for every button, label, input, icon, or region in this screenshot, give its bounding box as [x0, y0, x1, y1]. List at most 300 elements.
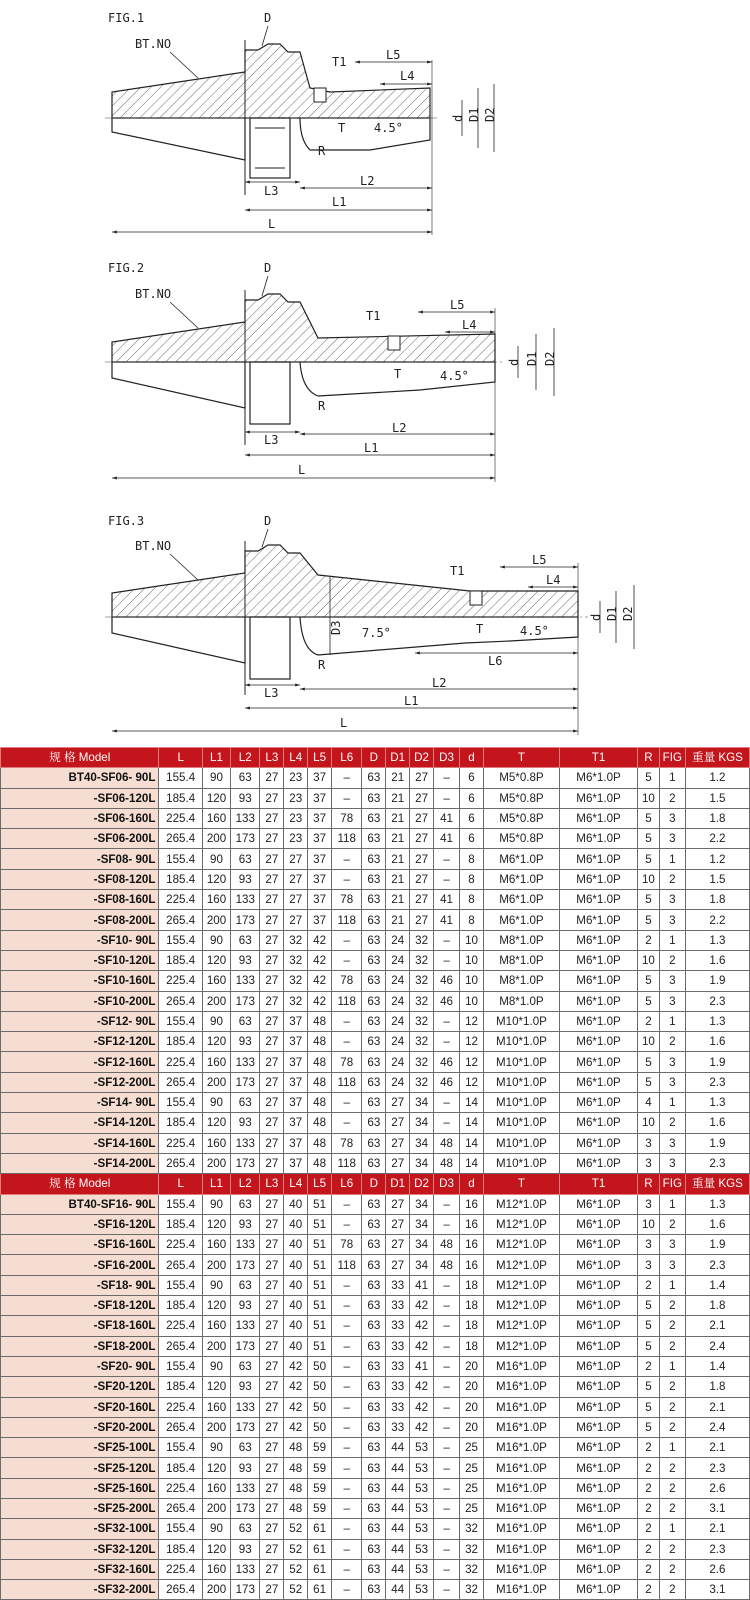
table-cell: 44 [386, 1478, 410, 1498]
table-cell: 133 [231, 971, 260, 991]
table-cell: 20 [460, 1397, 484, 1417]
table-cell: 63 [362, 1539, 386, 1559]
table-cell: 32 [410, 1052, 434, 1072]
table-cell: 225.4 [159, 890, 202, 910]
table-cell: 1 [659, 930, 685, 950]
table-cell: 155.4 [159, 1275, 202, 1295]
table-cell: 6 [460, 788, 484, 808]
column-header: L4 [284, 1174, 308, 1194]
table-cell: 133 [231, 890, 260, 910]
table-cell: 160 [202, 1052, 230, 1072]
table-cell: 118 [332, 829, 362, 849]
table-row [1, 1093, 750, 1113]
table-row [1, 1417, 750, 1437]
table-cell: – [434, 788, 460, 808]
table-cell: M10*1.0P [483, 1093, 559, 1113]
table-cell: 63 [362, 1478, 386, 1498]
table-cell: 2 [659, 1580, 685, 1600]
table-cell: 133 [231, 1052, 260, 1072]
table-cell: 2 [638, 1580, 660, 1600]
model-cell: -SF14- 90L [1, 1093, 159, 1113]
table-cell: – [434, 1438, 460, 1458]
table-cell: 1.3 [685, 1194, 749, 1214]
model-cell: -SF08-120L [1, 869, 159, 889]
table-cell: 2 [659, 950, 685, 970]
table-cell: – [434, 1580, 460, 1600]
table-cell: 200 [202, 1072, 230, 1092]
table-cell: 265.4 [159, 991, 202, 1011]
table-cell: 27 [260, 1235, 284, 1255]
table-cell: 48 [284, 1478, 308, 1498]
table-cell: 41 [434, 910, 460, 930]
table-row [1, 1072, 750, 1092]
table-cell: – [434, 849, 460, 869]
table-row [1, 1438, 750, 1458]
table-cell: 120 [202, 869, 230, 889]
table-cell: 1.8 [685, 1296, 749, 1316]
table-cell: 53 [410, 1498, 434, 1518]
dim-L5: L5 [450, 298, 465, 312]
table-cell: 42 [284, 1377, 308, 1397]
table-cell: 34 [410, 1214, 434, 1234]
table-cell: 5 [638, 829, 660, 849]
model-cell: -SF25-160L [1, 1478, 159, 1498]
column-header: D3 [434, 748, 460, 768]
dim-D: D [264, 11, 272, 25]
table-cell: 33 [386, 1356, 410, 1376]
table-row [1, 1539, 750, 1559]
table-cell: 20 [460, 1417, 484, 1437]
table-cell: 93 [231, 1032, 260, 1052]
table-cell: 24 [386, 971, 410, 991]
table-cell: 27 [410, 808, 434, 828]
table-cell: 10 [638, 788, 660, 808]
dim-d: d [507, 358, 521, 366]
table-cell: 42 [308, 971, 332, 991]
table-cell: 63 [362, 1458, 386, 1478]
table-row [1, 1519, 750, 1539]
table-cell: 63 [362, 1438, 386, 1458]
table-cell: 37 [284, 1093, 308, 1113]
table-cell: 185.4 [159, 1113, 202, 1133]
table-cell: 120 [202, 1377, 230, 1397]
table-cell: – [434, 1377, 460, 1397]
table-cell: 90 [202, 1194, 230, 1214]
table-row [1, 890, 750, 910]
table-cell: 63 [362, 1011, 386, 1031]
bt-label: BT.NO [135, 539, 172, 553]
table-cell: 34 [410, 1153, 434, 1173]
table-cell: 93 [231, 1214, 260, 1234]
model-cell: -SF32-120L [1, 1539, 159, 1559]
table-cell: 2 [659, 1397, 685, 1417]
table-cell: 5 [638, 971, 660, 991]
table-cell: M6*1.0P [559, 1377, 637, 1397]
table-cell: 8 [460, 890, 484, 910]
table-cell: 2 [659, 869, 685, 889]
table-cell: 2.2 [685, 829, 749, 849]
dim-D1: D1 [605, 606, 619, 621]
table-cell: 21 [386, 808, 410, 828]
table-cell: M16*1.0P [483, 1498, 559, 1518]
model-cell: -SF16-160L [1, 1235, 159, 1255]
column-header: L1 [202, 1174, 230, 1194]
table-cell: 27 [386, 1133, 410, 1153]
table-cell: – [434, 930, 460, 950]
table-row [1, 869, 750, 889]
table-cell: 200 [202, 829, 230, 849]
table-cell: – [332, 1417, 362, 1437]
figure-label: FIG.1 [108, 11, 145, 25]
table-cell: M6*1.0P [559, 1498, 637, 1518]
table-cell: M5*0.8P [483, 768, 559, 788]
table-cell: 61 [308, 1580, 332, 1600]
table-cell: – [332, 1478, 362, 1498]
table-cell: 3 [638, 1235, 660, 1255]
dim-L2: L2 [392, 421, 407, 435]
table-cell: 185.4 [159, 869, 202, 889]
table-cell: 24 [386, 991, 410, 1011]
table-row [1, 1194, 750, 1214]
table-cell: – [434, 1296, 460, 1316]
table-cell: 173 [231, 991, 260, 1011]
table-cell: – [332, 869, 362, 889]
table-cell: 51 [308, 1275, 332, 1295]
table-cell: 53 [410, 1438, 434, 1458]
spec-table [0, 747, 750, 1600]
table-cell: M8*1.0P [483, 930, 559, 950]
table-cell: 93 [231, 950, 260, 970]
table-cell: 133 [231, 1397, 260, 1417]
table-cell: 225.4 [159, 1052, 202, 1072]
table-cell: 2.1 [685, 1438, 749, 1458]
table-cell: – [332, 1539, 362, 1559]
table-cell: M16*1.0P [483, 1438, 559, 1458]
table-cell: 200 [202, 1255, 230, 1275]
table-cell: 10 [638, 950, 660, 970]
table-cell: 27 [260, 1580, 284, 1600]
model-cell: -SF14-160L [1, 1133, 159, 1153]
table-cell: 63 [231, 1093, 260, 1113]
table-cell: M6*1.0P [559, 991, 637, 1011]
table-cell: 63 [231, 849, 260, 869]
table-cell: 34 [410, 1194, 434, 1214]
table-cell: 37 [284, 1133, 308, 1153]
table-cell: 21 [386, 910, 410, 930]
column-header: 重量 KGS [685, 1174, 749, 1194]
table-row [1, 849, 750, 869]
table-cell: 41 [410, 1275, 434, 1295]
table-cell: 37 [284, 1072, 308, 1092]
table-cell: M6*1.0P [559, 808, 637, 828]
table-cell: 1 [659, 1011, 685, 1031]
column-header: L6 [332, 748, 362, 768]
table-cell: M6*1.0P [559, 1133, 637, 1153]
table-cell: 10 [460, 991, 484, 1011]
dim-L3: L3 [264, 433, 279, 447]
table-cell: 3 [659, 991, 685, 1011]
table-row [1, 1397, 750, 1417]
table-cell: M16*1.0P [483, 1539, 559, 1559]
table-cell: 225.4 [159, 1397, 202, 1417]
table-cell: 225.4 [159, 808, 202, 828]
dim-D1: D1 [467, 107, 481, 122]
table-cell: 93 [231, 1539, 260, 1559]
table-cell: – [434, 1498, 460, 1518]
table-cell: 63 [362, 950, 386, 970]
table-row [1, 991, 750, 1011]
model-cell: -SF10-200L [1, 991, 159, 1011]
table-cell: 118 [332, 1255, 362, 1275]
table-cell: 27 [410, 910, 434, 930]
table-cell: – [332, 849, 362, 869]
table-cell: 27 [386, 1255, 410, 1275]
table-cell: 133 [231, 1235, 260, 1255]
table-cell: 173 [231, 1153, 260, 1173]
table-row [1, 1011, 750, 1031]
table-cell: M12*1.0P [483, 1194, 559, 1214]
table-cell: 27 [260, 910, 284, 930]
table-cell: 12 [460, 1032, 484, 1052]
table-cell: 48 [284, 1438, 308, 1458]
table-cell: 50 [308, 1356, 332, 1376]
table-row [1, 1377, 750, 1397]
table-cell: M6*1.0P [559, 1417, 637, 1437]
table-cell: 27 [260, 1478, 284, 1498]
table-cell: 12 [460, 1072, 484, 1092]
model-cell: -SF14-120L [1, 1113, 159, 1133]
table-cell: 2 [659, 1539, 685, 1559]
table-cell: 27 [284, 869, 308, 889]
column-header: L4 [284, 748, 308, 768]
table-cell: 120 [202, 1458, 230, 1478]
table-cell: M6*1.0P [559, 1255, 637, 1275]
table-cell: 90 [202, 1093, 230, 1113]
table-cell: 48 [308, 1113, 332, 1133]
table-cell: 2.1 [685, 1397, 749, 1417]
table-cell: 200 [202, 1417, 230, 1437]
dim-D2: D2 [483, 107, 497, 122]
table-cell: M6*1.0P [559, 1032, 637, 1052]
dim-L5: L5 [532, 553, 547, 567]
table-cell: 44 [386, 1438, 410, 1458]
table-cell: 27 [284, 910, 308, 930]
table-cell: 18 [460, 1336, 484, 1356]
table-cell: 27 [410, 829, 434, 849]
table-cell: 63 [231, 1011, 260, 1031]
table-cell: 10 [638, 1032, 660, 1052]
table-cell: 120 [202, 1539, 230, 1559]
table-cell: 59 [308, 1458, 332, 1478]
table-cell: 42 [410, 1397, 434, 1417]
table-cell: 48 [308, 1153, 332, 1173]
table-cell: 14 [460, 1153, 484, 1173]
dim-d: d [589, 613, 603, 621]
table-cell: 63 [362, 1194, 386, 1214]
table-cell: 265.4 [159, 1336, 202, 1356]
model-cell: -SF06-200L [1, 829, 159, 849]
table-cell: – [332, 1438, 362, 1458]
model-cell: -SF25-100L [1, 1438, 159, 1458]
table-cell: 90 [202, 1275, 230, 1295]
column-header: R [638, 748, 660, 768]
model-cell: BT40-SF16- 90L [1, 1194, 159, 1214]
table-cell: 32 [284, 971, 308, 991]
model-cell: -SF08- 90L [1, 849, 159, 869]
table-cell: 37 [284, 1113, 308, 1133]
table-cell: 23 [284, 808, 308, 828]
figure-3 [0, 505, 750, 745]
table-cell: 1 [659, 1275, 685, 1295]
table-row [1, 1113, 750, 1133]
dim-T1: T1 [332, 55, 347, 69]
table-cell: 63 [362, 1052, 386, 1072]
table-cell: 37 [308, 768, 332, 788]
table-cell: M16*1.0P [483, 1397, 559, 1417]
table-cell: 93 [231, 788, 260, 808]
table-cell: – [434, 1356, 460, 1376]
table-cell: 2.3 [685, 1255, 749, 1275]
table-cell: – [332, 1214, 362, 1234]
table-cell: 1 [659, 1438, 685, 1458]
table-cell: 48 [308, 1093, 332, 1113]
table-row [1, 1336, 750, 1356]
figure-2 [0, 250, 750, 490]
table-cell: 27 [260, 1032, 284, 1052]
table-cell: 185.4 [159, 1458, 202, 1478]
table-cell: 1.9 [685, 1235, 749, 1255]
table-cell: 44 [386, 1498, 410, 1518]
table-cell: 20 [460, 1356, 484, 1376]
table-cell: 27 [260, 1194, 284, 1214]
table-cell: – [332, 1336, 362, 1356]
model-cell: -SF20-200L [1, 1417, 159, 1437]
dim-T: T [338, 121, 346, 135]
table-cell: 48 [434, 1255, 460, 1275]
table-cell: 23 [284, 788, 308, 808]
column-header: L2 [231, 1174, 260, 1194]
table-cell: 155.4 [159, 768, 202, 788]
table-cell: 40 [284, 1336, 308, 1356]
table-cell: 44 [386, 1539, 410, 1559]
dim-T1: T1 [450, 564, 465, 578]
table-cell: 185.4 [159, 1296, 202, 1316]
table-cell: 133 [231, 1559, 260, 1579]
table-cell: 3 [659, 1153, 685, 1173]
table-cell: 53 [410, 1559, 434, 1579]
table-cell: 78 [332, 971, 362, 991]
table-cell: 2.4 [685, 1336, 749, 1356]
table-cell: 1 [659, 1356, 685, 1376]
table-cell: 3 [659, 1072, 685, 1092]
table-cell: 90 [202, 768, 230, 788]
table-cell: 5 [638, 1417, 660, 1437]
table-cell: – [332, 1113, 362, 1133]
table-cell: 27 [386, 1194, 410, 1214]
table-cell: 155.4 [159, 1519, 202, 1539]
dim-L3: L3 [264, 686, 279, 700]
table-cell: 59 [308, 1498, 332, 1518]
table-cell: 185.4 [159, 788, 202, 808]
table-cell: 173 [231, 1336, 260, 1356]
table-cell: M6*1.0P [483, 910, 559, 930]
table-cell: 27 [386, 1153, 410, 1173]
table-cell: 27 [260, 1153, 284, 1173]
table-cell: 155.4 [159, 1356, 202, 1376]
table-cell: 51 [308, 1336, 332, 1356]
column-header: d [460, 1174, 484, 1194]
table-cell: 120 [202, 950, 230, 970]
table-cell: 63 [362, 1032, 386, 1052]
column-header: 规 格 Model [1, 1174, 159, 1194]
table-cell: M6*1.0P [559, 1438, 637, 1458]
table-cell: 2 [638, 930, 660, 950]
table-cell: 34 [410, 1235, 434, 1255]
table-cell: 52 [284, 1519, 308, 1539]
column-header: L1 [202, 748, 230, 768]
table-cell: 6 [460, 829, 484, 849]
table-row [1, 1235, 750, 1255]
table-cell: 5 [638, 1336, 660, 1356]
table-cell: 46 [434, 991, 460, 1011]
table-cell: 2 [659, 1296, 685, 1316]
table-cell: 1.4 [685, 1275, 749, 1295]
table-row [1, 950, 750, 970]
table-cell: 63 [362, 1356, 386, 1376]
table-cell: – [434, 1316, 460, 1336]
table-cell: 1.9 [685, 971, 749, 991]
table-cell: 120 [202, 788, 230, 808]
table-cell: 5 [638, 1072, 660, 1092]
table-cell: 93 [231, 1296, 260, 1316]
table-cell: – [332, 1296, 362, 1316]
table-cell: 2 [659, 1377, 685, 1397]
table-cell: M6*1.0P [559, 1458, 637, 1478]
column-header: FIG [659, 1174, 685, 1194]
table-cell: 133 [231, 1316, 260, 1336]
table-cell: – [332, 1498, 362, 1518]
table-cell: 63 [362, 808, 386, 828]
table-row [1, 1296, 750, 1316]
table-cell: 40 [284, 1275, 308, 1295]
table-cell: 1.3 [685, 930, 749, 950]
table-cell: 48 [434, 1235, 460, 1255]
table-cell: 33 [386, 1296, 410, 1316]
table-cell: 2 [659, 1478, 685, 1498]
table-cell: 61 [308, 1519, 332, 1539]
table-row [1, 1498, 750, 1518]
column-header: 重量 KGS [685, 748, 749, 768]
table-cell: 32 [410, 991, 434, 1011]
table-cell: 78 [332, 808, 362, 828]
table-cell: 27 [260, 991, 284, 1011]
table-cell: 160 [202, 1559, 230, 1579]
table-cell: 63 [362, 829, 386, 849]
model-cell: -SF06-120L [1, 788, 159, 808]
table-cell: 46 [434, 971, 460, 991]
table-cell: 5 [638, 849, 660, 869]
table-cell: 155.4 [159, 1011, 202, 1031]
table-cell: 2 [638, 1011, 660, 1031]
table-cell: 33 [386, 1336, 410, 1356]
table-cell: M10*1.0P [483, 1153, 559, 1173]
model-cell: -SF18-160L [1, 1316, 159, 1336]
table-cell: 3 [638, 1194, 660, 1214]
table-cell: 63 [362, 1255, 386, 1275]
table-cell: 5 [638, 808, 660, 828]
model-cell: -SF06-160L [1, 808, 159, 828]
table-cell: 2 [638, 1519, 660, 1539]
